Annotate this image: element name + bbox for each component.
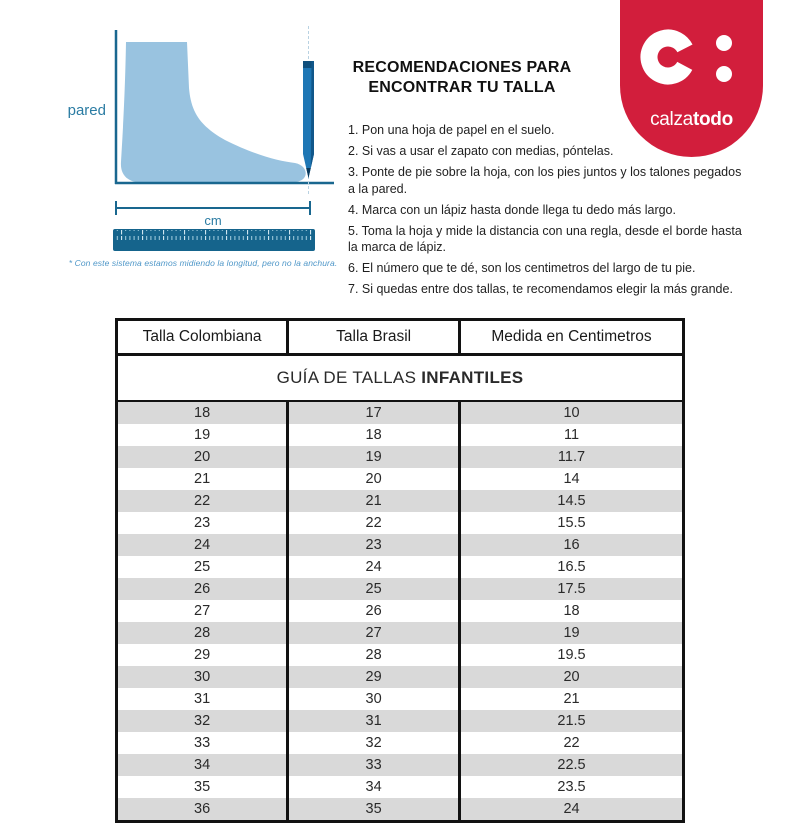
cell-talla-colombiana: 29 — [194, 647, 211, 663]
logo-brand-first: calza — [650, 109, 693, 130]
cell-medida-cm: 24 — [460, 798, 684, 822]
foot-measuring-diagram — [58, 16, 343, 256]
table-row — [117, 556, 684, 578]
cell-talla-brasil: 32 — [288, 732, 460, 754]
cell-talla-colombiana: 28 — [194, 625, 211, 641]
recommendation-step: 3. Ponte de pie sobre la hoja, con los pies juntos y los talones pegados a la pared. — [348, 165, 742, 196]
table-row — [117, 578, 684, 600]
logo-brand-text — [620, 109, 763, 131]
cell-medida-cm: 21.5 — [460, 710, 684, 732]
measuring-footnote: * Con este sistema estamos midiendo la longitud, pero no la anchura. — [68, 258, 338, 268]
cell-medida-cm: 17.5 — [460, 578, 684, 600]
recommendation-step: 2. Si vas a usar el zapato con medias, póntelas. — [348, 144, 614, 158]
recommendation-step: 1. Pon una hoja de papel en el suelo. — [348, 123, 555, 137]
table-row — [117, 666, 684, 688]
cell-medida-cm: 15.5 — [460, 512, 684, 534]
table-row — [117, 710, 684, 732]
table-row — [117, 490, 684, 512]
cell-talla-brasil: 30 — [288, 688, 460, 710]
cell-talla-brasil: 18 — [288, 424, 460, 446]
cell-talla-brasil: 17 — [288, 401, 460, 424]
cell-talla-brasil: 26 — [288, 600, 460, 622]
cell-talla-brasil: 20 — [288, 468, 460, 490]
table-row — [117, 798, 684, 822]
cell-medida-cm: 20 — [460, 666, 684, 688]
table-row — [117, 754, 684, 776]
cell-talla-brasil: 25 — [288, 578, 460, 600]
table-row — [117, 468, 684, 490]
table-row — [117, 512, 684, 534]
cell-medida-cm: 11 — [460, 424, 684, 446]
cell-medida-cm: 14.5 — [460, 490, 684, 512]
cell-medida-cm: 16 — [460, 534, 684, 556]
cell-talla-colombiana: 21 — [194, 471, 211, 487]
column-header-medida-cm: Medida en Centimetros — [460, 320, 684, 355]
table-title-regular: GUÍA DE TALLAS — [276, 368, 422, 387]
cell-talla-colombiana: 27 — [194, 603, 211, 619]
pencil-icon — [303, 61, 314, 178]
table-title-bold: INFANTILES — [421, 368, 524, 387]
cell-talla-colombiana: 30 — [194, 669, 211, 685]
cell-talla-brasil: 35 — [288, 798, 460, 822]
cell-talla-colombiana: 22 — [194, 493, 211, 509]
cell-talla-colombiana: 25 — [194, 559, 211, 575]
cell-talla-brasil: 22 — [288, 512, 460, 534]
cell-talla-brasil: 34 — [288, 776, 460, 798]
recommendations-title-line1: RECOMENDACIONES PARA — [352, 59, 572, 76]
cell-talla-colombiana: 18 — [194, 405, 211, 421]
column-header-talla-brasil: Talla Brasil — [288, 320, 460, 355]
table-row — [117, 534, 684, 556]
recommendations-title — [342, 58, 582, 99]
cell-talla-brasil: 28 — [288, 644, 460, 666]
cell-talla-brasil: 33 — [288, 754, 460, 776]
cell-talla-colombiana: 19 — [194, 427, 211, 443]
cell-talla-brasil: 29 — [288, 666, 460, 688]
calzatodo-logo-badge — [620, 0, 763, 157]
table-row — [117, 776, 684, 798]
table-row — [117, 424, 684, 446]
cell-talla-colombiana: 33 — [194, 735, 211, 751]
cell-talla-colombiana: 34 — [194, 757, 211, 773]
cell-talla-brasil: 31 — [288, 710, 460, 732]
cell-talla-brasil: 27 — [288, 622, 460, 644]
cell-medida-cm: 22.5 — [460, 754, 684, 776]
table-row — [117, 600, 684, 622]
table-row — [117, 644, 684, 666]
cell-medida-cm: 14 — [460, 468, 684, 490]
cell-talla-brasil: 24 — [288, 556, 460, 578]
cell-medida-cm: 21 — [460, 688, 684, 710]
cell-talla-colombiana: 20 — [194, 449, 211, 465]
table-row — [117, 732, 684, 754]
cell-medida-cm: 10 — [460, 401, 684, 424]
table-header-row — [117, 320, 684, 355]
cell-talla-colombiana: 36 — [194, 801, 211, 817]
recommendations-title-line2: ENCONTRAR TU TALLA — [368, 79, 556, 97]
cell-talla-colombiana: 31 — [194, 691, 211, 707]
foot-measuring-svg — [58, 16, 343, 256]
cell-medida-cm: 16.5 — [460, 556, 684, 578]
recommendation-step: 7. Si quedas entre dos tallas, te recomendamos elegir la más grande. — [348, 282, 733, 296]
table-row — [117, 622, 684, 644]
cell-medida-cm: 23.5 — [460, 776, 684, 798]
cell-talla-colombiana: 23 — [194, 515, 211, 531]
foot-silhouette — [121, 42, 306, 183]
cell-talla-colombiana: 26 — [194, 581, 211, 597]
ruler-icon — [113, 229, 315, 251]
cell-talla-brasil: 19 — [288, 446, 460, 468]
cell-medida-cm: 22 — [460, 732, 684, 754]
table-title — [117, 355, 684, 402]
cell-medida-cm: 19 — [460, 622, 684, 644]
column-header-talla-colombiana: Talla Colombiana — [117, 320, 288, 355]
wall-label: pared — [67, 102, 106, 119]
recommendation-step: 6. El número que te dé, son los centimetros del largo de tu pie. — [348, 261, 696, 275]
cell-talla-brasil: 21 — [288, 490, 460, 512]
recommendation-step: 5. Toma la hoja y mide la distancia con una regla, desde el borde hasta la marca de lápiz. — [348, 223, 742, 254]
size-guide-table — [115, 318, 685, 823]
cell-medida-cm: 11.7 — [460, 446, 684, 468]
cell-talla-colombiana: 35 — [194, 779, 211, 795]
cell-medida-cm: 18 — [460, 600, 684, 622]
cell-medida-cm: 19.5 — [460, 644, 684, 666]
logo-monogram-icon — [620, 0, 763, 110]
recommendation-step: 4. Marca con un lápiz hasta donde llega tu dedo más largo. — [348, 202, 676, 217]
table-row — [117, 446, 684, 468]
cell-talla-brasil: 23 — [288, 534, 460, 556]
cm-label: cm — [204, 213, 222, 228]
table-row — [117, 401, 684, 424]
cell-talla-colombiana: 32 — [194, 713, 211, 729]
cell-talla-colombiana: 24 — [194, 537, 211, 553]
table-row — [117, 688, 684, 710]
logo-brand-second: todo — [692, 109, 733, 130]
